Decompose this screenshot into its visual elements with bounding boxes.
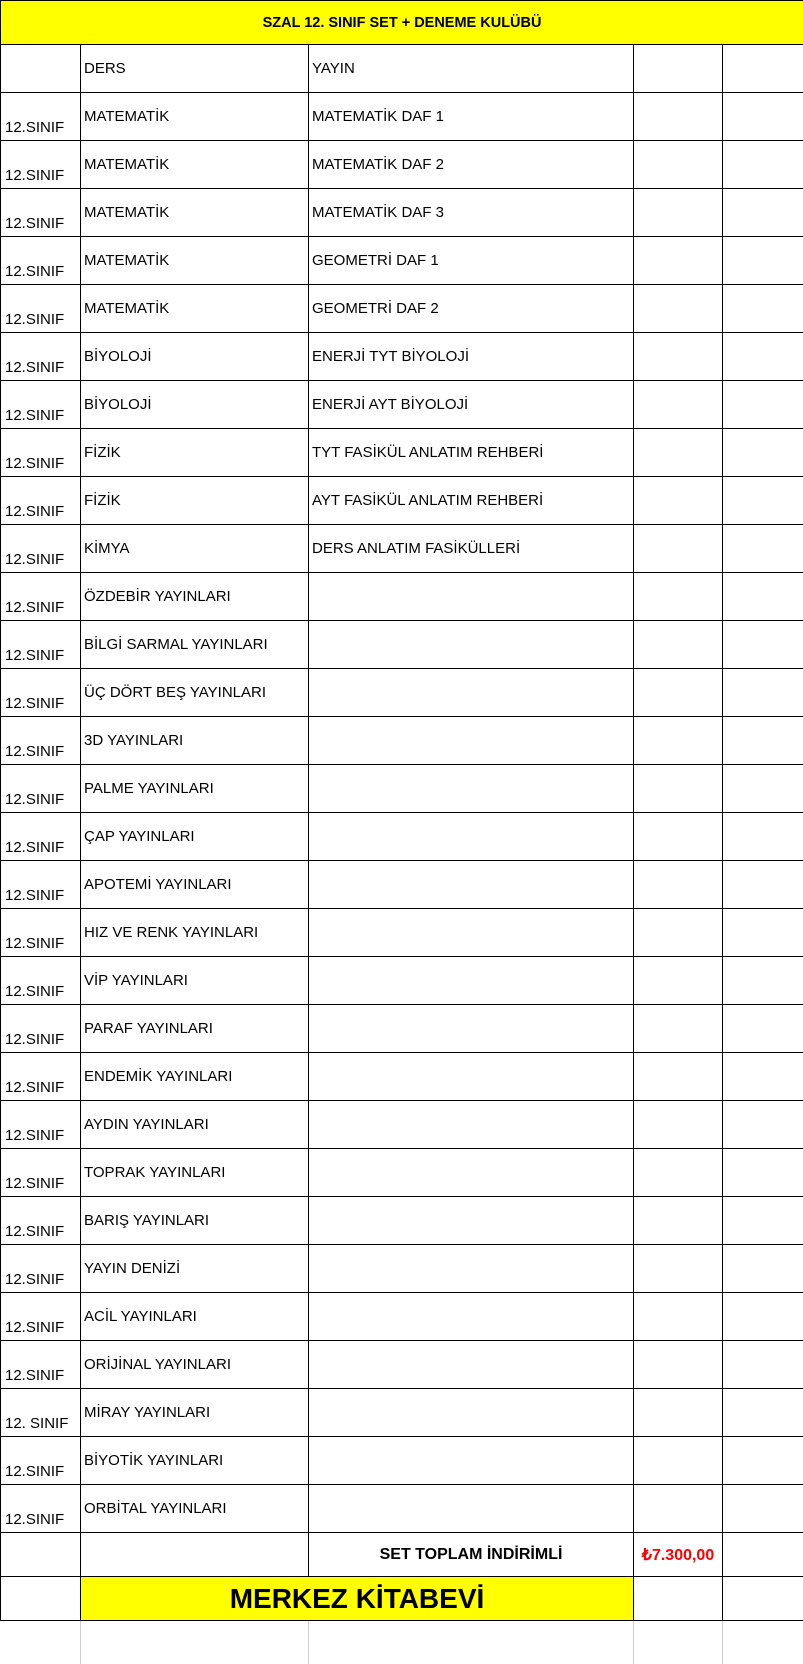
empty-cell[interactable] [634,1437,723,1485]
table-row [1,1245,803,1293]
empty-cell[interactable] [634,1245,723,1293]
ders-cell[interactable]: ÇAP YAYINLARI [81,813,309,861]
empty-cell[interactable] [723,429,803,477]
ders-cell[interactable]: AYDIN YAYINLARI [81,1101,309,1149]
empty-cell[interactable] [723,909,803,957]
empty-cell[interactable] [723,93,803,141]
empty-cell[interactable] [723,285,803,333]
yayin-cell[interactable]: ENERJİ AYT BİYOLOJİ [309,381,634,429]
empty-cell[interactable] [634,957,723,1005]
sinif-cell[interactable]: 12.SINIF [1,1101,81,1149]
table-row [1,1053,803,1101]
empty-cell[interactable] [723,1485,803,1533]
empty-cell[interactable] [723,1245,803,1293]
empty-cell[interactable] [723,477,803,525]
table-row [1,285,803,333]
sinif-cell[interactable]: 12.SINIF [1,1245,81,1293]
yayin-cell[interactable] [309,765,634,813]
total-label[interactable]: SET TOPLAM İNDİRİMLİ [309,1533,634,1577]
table-row [1,93,803,141]
empty-cell[interactable] [634,1005,723,1053]
empty-cell[interactable] [723,765,803,813]
sinif-cell[interactable]: 12.SINIF [1,477,81,525]
empty-cell[interactable] [723,141,803,189]
yayin-cell[interactable] [309,957,634,1005]
empty-cell[interactable] [634,189,723,237]
table-row [1,429,803,477]
empty-cell[interactable] [634,1197,723,1245]
ders-cell[interactable]: MATEMATİK [81,93,309,141]
yayin-cell[interactable]: TYT FASİKÜL ANLATIM REHBERİ [309,429,634,477]
empty-cell[interactable] [634,141,723,189]
sinif-cell[interactable]: 12.SINIF [1,189,81,237]
table-row [1,573,803,621]
empty-cell[interactable] [634,1341,723,1389]
sinif-cell[interactable]: 12.SINIF [1,1293,81,1341]
empty-cell[interactable] [634,573,723,621]
sinif-cell[interactable]: 12.SINIF [1,813,81,861]
sinif-cell[interactable]: 12.SINIF [1,429,81,477]
table-row [1,477,803,525]
empty-cell[interactable] [723,621,803,669]
empty-cell[interactable] [634,1577,723,1621]
empty-cell[interactable] [723,1389,803,1437]
empty-cell[interactable] [634,909,723,957]
empty-cell[interactable] [634,1101,723,1149]
ders-cell[interactable]: MATEMATİK [81,237,309,285]
yayin-cell[interactable] [309,1437,634,1485]
title-row [1,1,803,45]
empty-cell[interactable] [634,333,723,381]
ders-cell[interactable]: BİYOLOJİ [81,381,309,429]
sinif-cell[interactable]: 12.SINIF [1,957,81,1005]
sheet-title[interactable]: SZAL 12. SINIF SET + DENEME KULÜBÜ [1,1,803,45]
ders-cell[interactable]: BİYOLOJİ [81,333,309,381]
header-empty-cell[interactable] [1,45,81,93]
ders-cell[interactable]: YAYIN DENİZİ [81,1245,309,1293]
table-row [1,189,803,237]
empty-cell[interactable] [723,1533,803,1577]
empty-cell[interactable] [634,477,723,525]
yayin-cell[interactable]: MATEMATİK DAF 3 [309,189,634,237]
empty-cell[interactable] [634,861,723,909]
ders-cell[interactable]: ÜÇ DÖRT BEŞ YAYINLARI [81,669,309,717]
empty-cell[interactable] [723,861,803,909]
header-empty-cell[interactable] [634,45,723,93]
empty-cell[interactable] [634,1621,723,1664]
ders-cell[interactable]: PARAF YAYINLARI [81,1005,309,1053]
empty-cell[interactable] [723,237,803,285]
yayin-cell[interactable] [309,1005,634,1053]
empty-cell[interactable] [634,525,723,573]
table-row [1,813,803,861]
empty-cell[interactable] [723,1437,803,1485]
table-row [1,957,803,1005]
ders-cell[interactable]: KİMYA [81,525,309,573]
sinif-cell[interactable]: 12.SINIF [1,333,81,381]
header-yayin[interactable]: YAYIN [309,45,634,93]
yayin-cell[interactable] [309,1101,634,1149]
empty-cell[interactable] [634,813,723,861]
header-ders[interactable]: DERS [81,45,309,93]
empty-cell[interactable] [309,1621,634,1664]
sinif-cell[interactable]: 12.SINIF [1,765,81,813]
brand-row [1,1577,803,1621]
ders-cell[interactable]: VİP YAYINLARI [81,957,309,1005]
empty-cell[interactable] [634,717,723,765]
yayin-cell[interactable]: GEOMETRİ DAF 1 [309,237,634,285]
table-row [1,1485,803,1533]
ders-cell[interactable]: HIZ VE RENK YAYINLARI [81,909,309,957]
table-row [1,1197,803,1245]
empty-cell[interactable] [634,1389,723,1437]
yayin-cell[interactable] [309,861,634,909]
empty-cell[interactable] [634,1485,723,1533]
empty-cell[interactable] [723,1101,803,1149]
table-row [1,237,803,285]
ders-cell[interactable]: ORİJİNAL YAYINLARI [81,1341,309,1389]
empty-cell[interactable] [1,1621,81,1664]
ders-cell[interactable]: 3D YAYINLARI [81,717,309,765]
sinif-cell[interactable]: 12. SINIF [1,1389,81,1437]
table-row [1,1149,803,1197]
empty-cell[interactable] [723,525,803,573]
ders-cell[interactable]: FİZİK [81,429,309,477]
brand-name[interactable]: MERKEZ KİTABEVİ [81,1577,634,1621]
ders-cell[interactable]: ÖZDEBİR YAYINLARI [81,573,309,621]
table-row [1,381,803,429]
yayin-cell[interactable] [309,573,634,621]
table-row [1,861,803,909]
ders-cell[interactable]: BARIŞ YAYINLARI [81,1197,309,1245]
empty-row [1,1621,803,1664]
empty-cell[interactable] [634,93,723,141]
yayin-cell[interactable]: DERS ANLATIM FASİKÜLLERİ [309,525,634,573]
empty-cell[interactable] [634,1149,723,1197]
table-row [1,1293,803,1341]
empty-cell[interactable] [723,1293,803,1341]
sinif-cell[interactable]: 12.SINIF [1,1005,81,1053]
ders-cell[interactable]: FİZİK [81,477,309,525]
ders-cell[interactable]: BİLGİ SARMAL YAYINLARI [81,621,309,669]
ders-cell[interactable]: ORBİTAL YAYINLARI [81,1485,309,1533]
ders-cell[interactable]: MATEMATİK [81,285,309,333]
header-row [1,45,803,93]
sinif-cell[interactable]: 12.SINIF [1,1485,81,1533]
ders-cell[interactable]: MATEMATİK [81,141,309,189]
table-row [1,1437,803,1485]
table-row [1,765,803,813]
empty-cell[interactable] [723,1005,803,1053]
ders-cell[interactable]: ENDEMİK YAYINLARI [81,1053,309,1101]
yayin-cell[interactable]: AYT FASİKÜL ANLATIM REHBERİ [309,477,634,525]
sinif-cell[interactable]: 12.SINIF [1,573,81,621]
empty-cell[interactable] [634,1053,723,1101]
yayin-cell[interactable] [309,1293,634,1341]
yayin-cell[interactable] [309,717,634,765]
sinif-cell[interactable]: 12.SINIF [1,285,81,333]
table-row [1,909,803,957]
empty-cell[interactable] [634,381,723,429]
table-row [1,1101,803,1149]
empty-cell[interactable] [723,1341,803,1389]
yayin-cell[interactable] [309,1245,634,1293]
empty-cell[interactable] [634,429,723,477]
total-row [1,1533,803,1577]
sinif-cell[interactable]: 12.SINIF [1,381,81,429]
ders-cell[interactable]: ACİL YAYINLARI [81,1293,309,1341]
empty-cell[interactable] [723,1053,803,1101]
yayin-cell[interactable] [309,1197,634,1245]
empty-cell[interactable] [81,1533,309,1577]
empty-cell[interactable] [723,1577,803,1621]
table-row [1,1005,803,1053]
sinif-cell[interactable]: 12.SINIF [1,1149,81,1197]
sinif-cell[interactable]: 12.SINIF [1,525,81,573]
yayin-cell[interactable] [309,1341,634,1389]
header-empty-cell[interactable] [723,45,803,93]
sinif-cell[interactable]: 12.SINIF [1,1341,81,1389]
table-row [1,669,803,717]
ders-cell[interactable]: APOTEMİ YAYINLARI [81,861,309,909]
yayin-cell[interactable]: GEOMETRİ DAF 2 [309,285,634,333]
ders-cell[interactable]: MİRAY YAYINLARI [81,1389,309,1437]
total-price[interactable]: ₺7.300,00 [634,1533,723,1577]
yayin-cell[interactable] [309,1389,634,1437]
empty-cell[interactable] [634,621,723,669]
ders-cell[interactable]: BİYOTİK YAYINLARI [81,1437,309,1485]
empty-cell[interactable] [723,813,803,861]
yayin-cell[interactable] [309,621,634,669]
sinif-cell[interactable]: 12.SINIF [1,621,81,669]
table-row [1,717,803,765]
empty-cell[interactable] [634,1293,723,1341]
yayin-cell[interactable] [309,669,634,717]
empty-cell[interactable] [723,381,803,429]
table-row [1,1389,803,1437]
sinif-cell[interactable]: 12.SINIF [1,93,81,141]
ders-cell[interactable]: TOPRAK YAYINLARI [81,1149,309,1197]
empty-cell[interactable] [723,573,803,621]
yayin-cell[interactable]: MATEMATİK DAF 1 [309,93,634,141]
table-row [1,525,803,573]
yayin-cell[interactable]: MATEMATİK DAF 2 [309,141,634,189]
empty-cell[interactable] [634,669,723,717]
sinif-cell[interactable]: 12.SINIF [1,1053,81,1101]
sinif-cell[interactable]: 12.SINIF [1,669,81,717]
empty-cell[interactable] [1,1577,81,1621]
yayin-cell[interactable]: ENERJİ TYT BİYOLOJİ [309,333,634,381]
ders-cell[interactable]: MATEMATİK [81,189,309,237]
ders-cell[interactable]: PALME YAYINLARI [81,765,309,813]
empty-cell[interactable] [634,237,723,285]
table-row [1,621,803,669]
sinif-cell[interactable]: 12.SINIF [1,909,81,957]
sinif-cell[interactable]: 12.SINIF [1,141,81,189]
empty-cell[interactable] [723,1621,803,1664]
empty-cell[interactable] [723,1149,803,1197]
empty-cell[interactable] [634,285,723,333]
empty-cell[interactable] [723,1197,803,1245]
empty-cell[interactable] [723,717,803,765]
yayin-cell[interactable] [309,1149,634,1197]
sinif-cell[interactable]: 12.SINIF [1,1197,81,1245]
table-row [1,1341,803,1389]
table-row [1,141,803,189]
empty-cell[interactable] [723,189,803,237]
table-row [1,333,803,381]
sinif-cell[interactable]: 12.SINIF [1,237,81,285]
empty-cell[interactable] [634,765,723,813]
yayin-cell[interactable] [309,1485,634,1533]
empty-cell[interactable] [723,957,803,1005]
sinif-cell[interactable]: 12.SINIF [1,717,81,765]
empty-cell[interactable] [81,1621,309,1664]
empty-cell[interactable] [723,333,803,381]
empty-cell[interactable] [723,669,803,717]
yayin-cell[interactable] [309,813,634,861]
empty-cell[interactable] [1,1533,81,1577]
yayin-cell[interactable] [309,909,634,957]
sinif-cell[interactable]: 12.SINIF [1,861,81,909]
yayin-cell[interactable] [309,1053,634,1101]
sinif-cell[interactable]: 12.SINIF [1,1437,81,1485]
